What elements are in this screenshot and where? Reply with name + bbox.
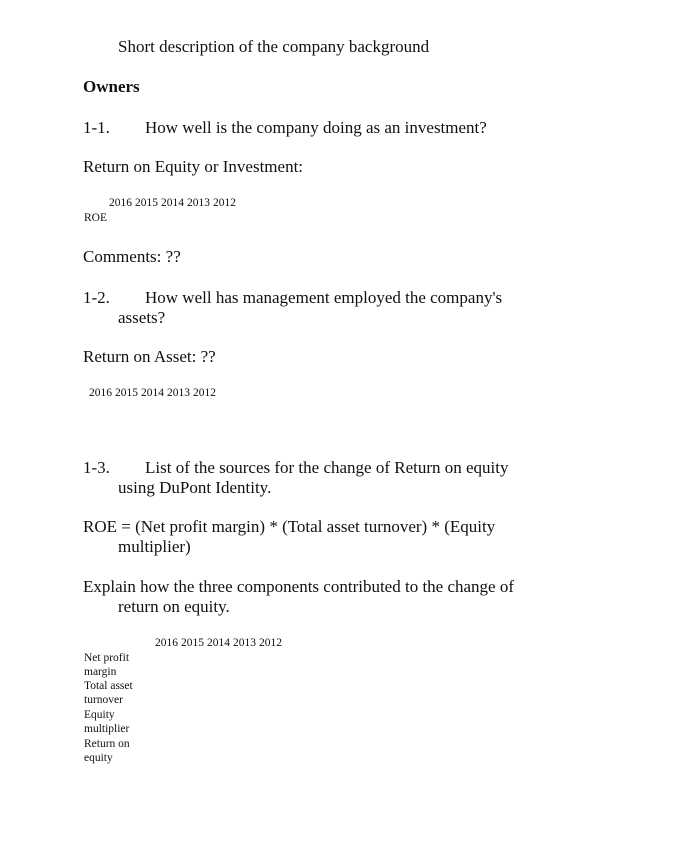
dupont-year-header: [155, 636, 285, 650]
year-2013: 2013: [167, 387, 190, 399]
year-2015: 2015: [135, 197, 158, 209]
dupont-row-return-on-equity: [84, 737, 144, 765]
question-1-3-line1: List of the sources for the change of Return on equity: [145, 458, 509, 477]
year-2014: 2014: [141, 387, 164, 399]
roa-year-header: [89, 386, 219, 400]
year-2012: 2012: [213, 197, 236, 209]
dupont-row-net-profit-margin: [84, 651, 144, 679]
roe-heading: Return on Equity or Investment:: [83, 157, 304, 176]
row-label-line2: multiplier: [84, 723, 130, 735]
row-label-line1: Return on: [84, 738, 130, 750]
row-label-line2: equity: [84, 752, 113, 764]
intro-text: Short description of the company background: [118, 37, 430, 56]
dupont-row-total-asset-turnover: [84, 679, 144, 707]
year-2015: 2015: [181, 637, 204, 649]
question-1-3-number: 1-3.: [83, 458, 110, 477]
year-2016: 2016: [155, 637, 178, 649]
explain-line1: Explain how the three components contributed to the change of: [83, 577, 515, 596]
year-2012: 2012: [259, 637, 282, 649]
year-2014: 2014: [207, 637, 230, 649]
year-2014: 2014: [161, 197, 184, 209]
formula-line2: multiplier): [118, 537, 191, 556]
roe-year-header: [109, 196, 239, 210]
formula-line1: ROE = (Net profit margin) * (Total asset turnover) * (Equity: [83, 517, 496, 536]
dupont-row-equity-multiplier: [84, 708, 144, 736]
row-label-line2: margin: [84, 666, 117, 678]
question-1-1-number: 1-1.: [83, 118, 110, 137]
question-1-2-number: 1-2.: [83, 288, 110, 307]
question-1-2-line1: How well has management employed the company's: [145, 288, 503, 307]
row-label-line1: Equity: [84, 709, 115, 721]
roa-heading: Return on Asset: ??: [83, 347, 216, 366]
comments-text: Comments: ??: [83, 247, 181, 266]
question-1-3-line2: using DuPont Identity.: [118, 478, 272, 497]
year-2016: 2016: [89, 387, 112, 399]
question-1-1-text: How well is the company doing as an investment?: [145, 118, 487, 137]
year-2015: 2015: [115, 387, 138, 399]
row-label-line1: Total asset: [84, 680, 133, 692]
year-2013: 2013: [187, 197, 210, 209]
year-2013: 2013: [233, 637, 256, 649]
year-2016: 2016: [109, 197, 132, 209]
row-label-line1: Net profit: [84, 652, 130, 664]
year-2012: 2012: [193, 387, 216, 399]
owners-heading: Owners: [83, 77, 140, 96]
roe-row-label: ROE: [84, 212, 107, 224]
row-label-line2: turnover: [84, 694, 123, 706]
question-1-2-line2: assets?: [118, 308, 166, 327]
explain-line2: return on equity.: [118, 597, 230, 616]
